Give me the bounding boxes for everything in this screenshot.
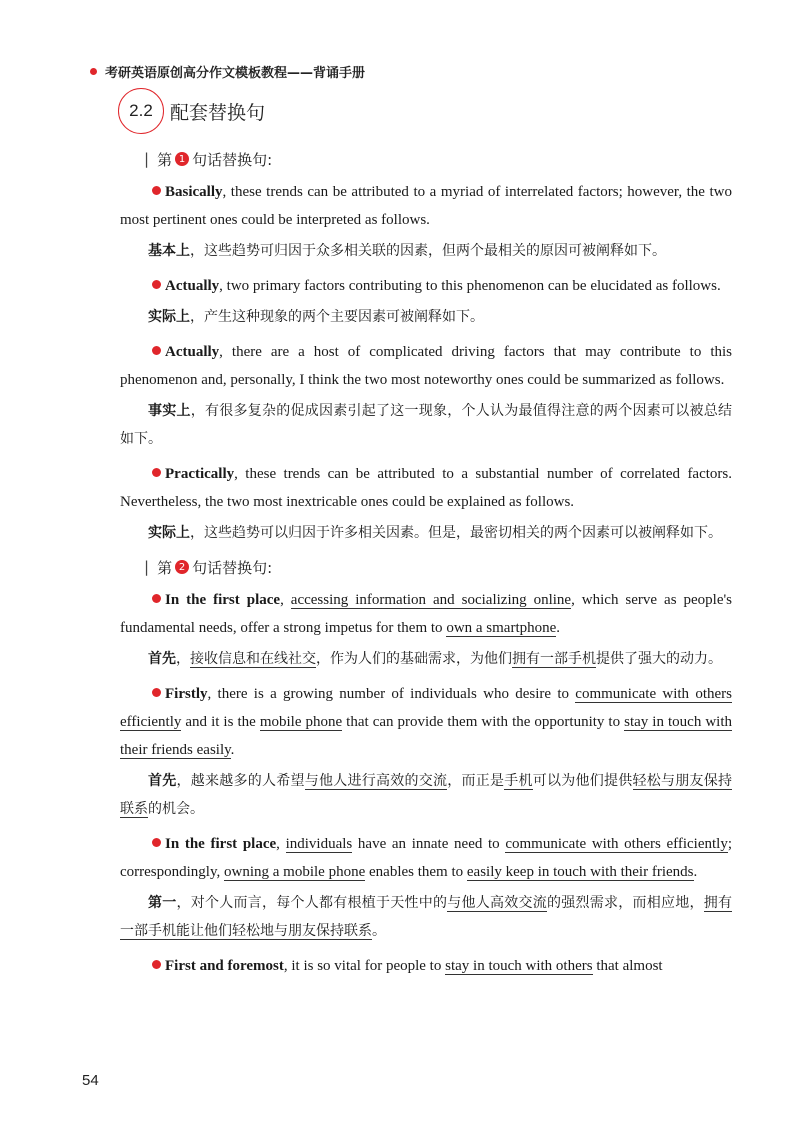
text: that can provide them with the opportunity to [342, 714, 625, 730]
section-title: 配套替换句 [170, 101, 266, 124]
underlined-phrase: individuals [285, 836, 353, 852]
text: . [230, 742, 235, 758]
underlined-phrase: communicate with others efficiently [505, 836, 728, 852]
underlined-phrase: 手机 [504, 773, 533, 789]
english-sentence-6 [120, 680, 732, 764]
underlined-phrase: accessing information and socializing online [290, 592, 572, 608]
text: , it is so vital for people to [283, 958, 446, 974]
text: have an innate need to [352, 836, 506, 852]
red-bullet-icon [152, 468, 161, 477]
text: ， [176, 651, 190, 667]
red-bullet-icon [152, 280, 161, 289]
text: 可以为他们提供 [532, 773, 633, 789]
underlined-phrase: 轻松与朋友保持联系 [120, 773, 732, 817]
chinese-translation-4 [120, 519, 732, 547]
english-sentence-3 [120, 338, 732, 394]
chinese-translation-3 [120, 397, 732, 453]
english-sentence-1 [120, 178, 732, 234]
header-title: 考研英语原创高分作文模板教程——背诵手册 [105, 66, 366, 81]
underlined-phrase: 与他人高效交流 [447, 895, 547, 911]
lead-word: 事实上 [148, 403, 191, 419]
text: 提供了强大的动力。 [596, 651, 722, 667]
section-number: 2.2 [129, 101, 153, 120]
sentence-text: , two primary factors contributing to this phenomenon can be elucidated as follows. [219, 278, 721, 294]
underlined-phrase: easily keep in touch with their friends [466, 864, 694, 880]
chinese-translation-6 [120, 767, 732, 823]
text: 。 [372, 923, 386, 939]
underlined-phrase: 拥有一部手机能让他们轻松地与朋友保持联系 [120, 895, 732, 939]
page-number: 54 [82, 1072, 99, 1089]
lead-word: 实际上 [148, 309, 190, 325]
chinese-translation-1 [120, 237, 732, 265]
lead-word: Firstly [165, 686, 208, 702]
text: ; correspondingly, [120, 836, 733, 880]
lead-word: Basically [165, 184, 223, 200]
circled-number-icon: 1 [175, 152, 189, 166]
sentence-text: , there are a host of complicated driving factors that may contribute to this phenomenon and, personally, I think the two most noteworthy ones could be summarized as follows. [120, 344, 732, 388]
english-sentence-2 [120, 272, 732, 300]
lead-word: First and foremost [165, 958, 284, 974]
lead-word: 基本上 [148, 243, 190, 259]
underlined-phrase: mobile phone [259, 714, 343, 730]
underlined-phrase: 接收信息和在线社交 [190, 651, 316, 667]
text: . [693, 864, 698, 880]
english-sentence-8 [120, 952, 732, 980]
section-heading [118, 88, 265, 134]
bar-icon: | [144, 150, 150, 168]
english-sentence-7 [120, 830, 732, 886]
underlined-phrase: stay in touch with their friends easily [120, 714, 733, 758]
underlined-phrase: owning a mobile phone [224, 864, 366, 880]
section-number-circle [118, 88, 164, 134]
text: enables them to [365, 864, 467, 880]
text: 的强烈需求，而相应地， [547, 895, 704, 911]
text: ，对个人而言，每个人都有根植于天性中的 [176, 895, 448, 911]
underlined-phrase: 与他人进行高效的交流 [304, 773, 448, 789]
text: and it is the [181, 714, 260, 730]
underlined-phrase: 拥有一部手机 [512, 651, 596, 667]
english-sentence-4 [120, 460, 732, 516]
translation-text: ，有很多复杂的促成因素引起了这一现象，个人认为最值得注意的两个因素可以被总结如下。 [120, 403, 732, 447]
text: , [280, 592, 291, 608]
bar-icon: | [144, 558, 150, 576]
lead-word: Actually [165, 278, 220, 294]
translation-text: ，这些趋势可归因于众多相关联的因素，但两个最相关的原因可被阐释如下。 [190, 243, 666, 259]
underlined-phrase: stay in touch with others [445, 958, 593, 974]
red-bullet-icon [152, 838, 161, 847]
lead-word: In the first place [165, 836, 277, 852]
chinese-translation-2 [120, 303, 732, 331]
english-sentence-5 [120, 586, 732, 642]
sentence-text: , these trends can be attributed to a substantial number of correlated factors. Nevertheless, the two most inextricable ones could be explained as follows. [120, 466, 732, 510]
text: , which serve as people's fundamental needs, offer a strong impetus for them to [120, 592, 733, 636]
lead-word: 实际上 [148, 525, 190, 541]
chinese-translation-7 [120, 889, 732, 945]
red-bullet-icon [152, 186, 161, 195]
running-header [90, 62, 365, 81]
text: that almost [592, 958, 663, 974]
translation-text: ，产生这种现象的两个主要因素可被阐释如下。 [190, 309, 484, 325]
sentence-text: , these trends can be attributed to a myriad of interrelated factors; however, the two most pertinent ones could be interpreted as follows. [120, 184, 732, 228]
text: ，越来越多的人希望 [176, 773, 305, 789]
lead-word: Actually [165, 344, 220, 360]
lead-word: 首先 [148, 773, 177, 789]
bullet-dot-icon [90, 68, 97, 75]
subheading-prefix: 第 [157, 558, 173, 577]
subheading-suffix: 句话替换句: [192, 150, 273, 169]
red-bullet-icon [152, 688, 161, 697]
red-bullet-icon [152, 346, 161, 355]
red-bullet-icon [152, 594, 161, 603]
lead-word: 首先 [148, 651, 176, 667]
underlined-phrase: communicate with others efficiently [120, 686, 732, 730]
lead-word: In the first place [165, 592, 281, 608]
page-body [120, 140, 732, 980]
text: ，而正是 [447, 773, 505, 789]
chinese-translation-5 [120, 645, 732, 673]
text: . [556, 620, 561, 636]
translation-text: ，这些趋势可以归因于许多相关因素。但是，最密切相关的两个因素可以被阐释如下。 [190, 525, 722, 541]
lead-word: 第一 [148, 895, 177, 911]
text: , there is a growing number of individuals who desire to [207, 686, 576, 702]
circled-number-icon: 2 [175, 560, 189, 574]
subheading-1 [144, 146, 732, 172]
red-bullet-icon [152, 960, 161, 969]
underlined-phrase: own a smartphone [446, 620, 557, 636]
lead-word: Practically [165, 466, 235, 482]
text: , [276, 836, 286, 852]
text: 的机会。 [148, 801, 204, 817]
text: ，作为人们的基础需求，为他们 [316, 651, 512, 667]
subheading-suffix: 句话替换句: [192, 558, 273, 577]
subheading-prefix: 第 [157, 150, 173, 169]
subheading-2 [144, 554, 732, 580]
